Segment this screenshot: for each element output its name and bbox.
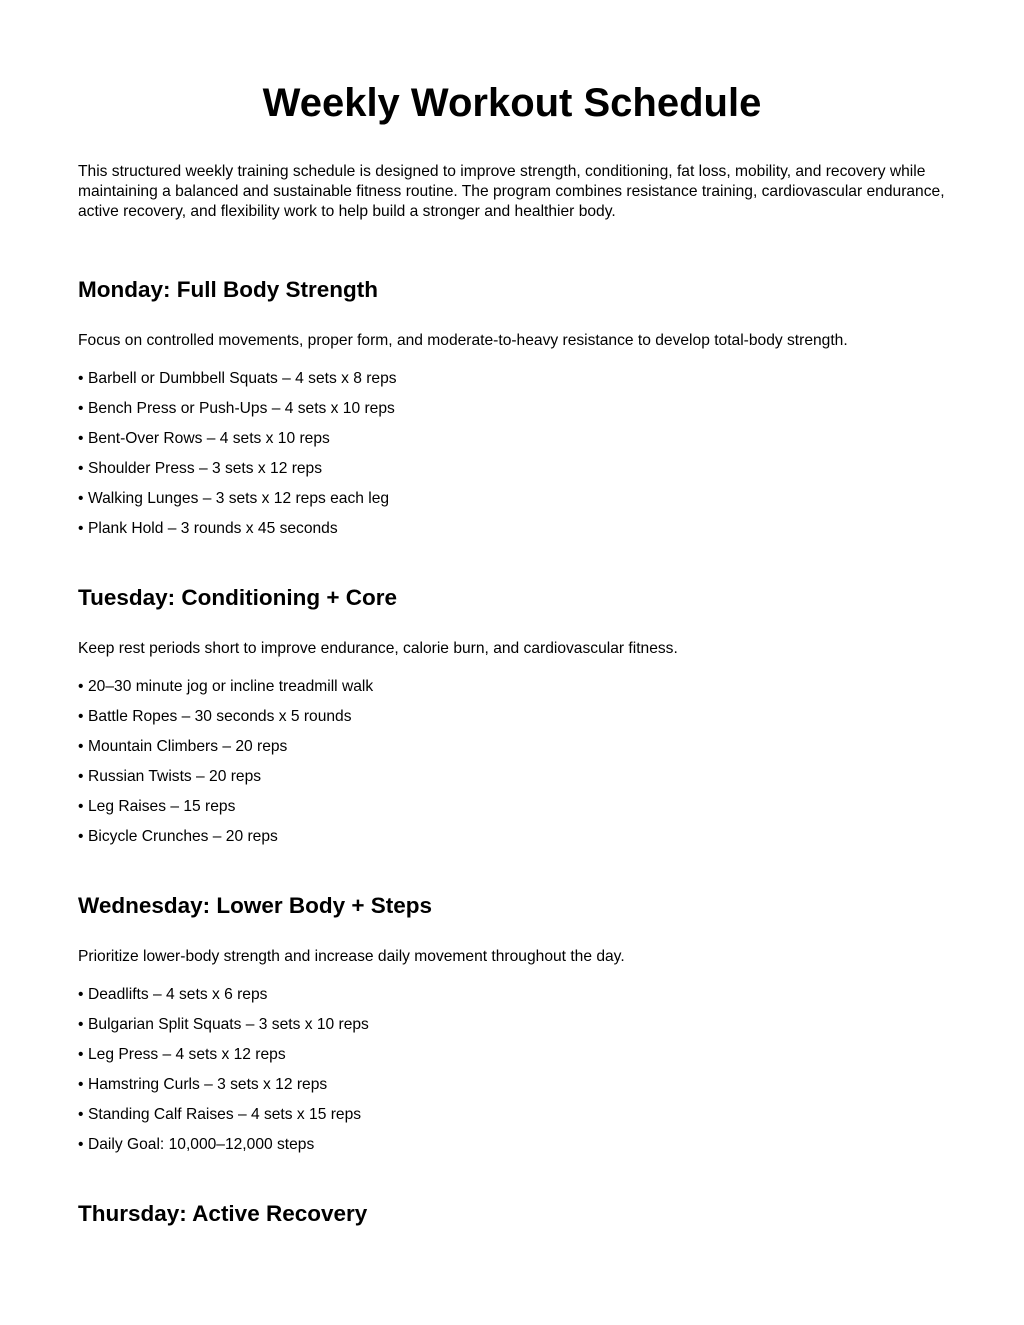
list-item — [78, 369, 397, 399]
list-item-text: Plank Hold – 3 rounds x 45 seconds — [88, 520, 338, 537]
list-item — [78, 429, 397, 459]
bullet: • — [78, 768, 84, 785]
section-heading: Wednesday: Lower Body + Steps — [78, 893, 433, 918]
bullet: • — [78, 798, 84, 815]
list-item-text: Walking Lunges – 3 sets x 12 reps each leg — [88, 490, 390, 507]
section-heading: Tuesday: Conditioning + Core — [78, 585, 397, 610]
list-item-text: Mountain Climbers – 20 reps — [88, 738, 288, 755]
list-item — [78, 519, 397, 549]
bullet: • — [78, 430, 84, 447]
list-item — [78, 489, 397, 519]
bullet: • — [78, 738, 84, 755]
section-wednesday — [78, 892, 958, 1153]
list-item — [78, 737, 373, 767]
intro-paragraph: This structured weekly training schedule is designed to improve strength, conditioning, fat loss, mobility, and recovery while maintaining a balanced and sustainable fitness routine. The program combines resistance training, cardiovascular endurance, active recovery, and flexibility work to help build a stronger and healthier body. — [78, 163, 945, 220]
list-item — [78, 1075, 369, 1105]
page-title: Weekly Workout Schedule — [262, 81, 762, 125]
bullet: • — [78, 1016, 84, 1033]
list-item — [78, 677, 373, 707]
bullet: • — [78, 678, 84, 695]
list-item-text: Standing Calf Raises – 4 sets x 15 reps — [88, 1106, 362, 1123]
list-item — [78, 707, 373, 737]
exercise-list — [78, 369, 397, 549]
list-item — [78, 827, 373, 857]
bullet: • — [78, 1106, 84, 1123]
list-item — [78, 1045, 369, 1075]
list-item-text: Bulgarian Split Squats – 3 sets x 10 reps — [88, 1016, 369, 1033]
exercise-list — [78, 985, 369, 1165]
list-item-text: Hamstring Curls – 3 sets x 12 reps — [88, 1076, 328, 1093]
bullet: • — [78, 1076, 84, 1093]
section-description: Focus on controlled movements, proper form, and moderate-to-heavy resistance to develop total-body strength. — [78, 332, 848, 349]
exercise-list — [78, 677, 373, 857]
list-item — [78, 1135, 369, 1165]
section-monday — [78, 276, 958, 537]
list-item — [78, 1105, 369, 1135]
list-item-text: Shoulder Press – 3 sets x 12 reps — [88, 460, 323, 477]
bullet: • — [78, 1136, 84, 1153]
bullet: • — [78, 520, 84, 537]
list-item-text: Barbell or Dumbbell Squats – 4 sets x 8 reps — [88, 370, 397, 387]
section-thursday — [78, 1200, 958, 1228]
list-item-text: Bench Press or Push-Ups – 4 sets x 10 reps — [88, 400, 395, 417]
bullet: • — [78, 1046, 84, 1063]
list-item-text: Russian Twists – 20 reps — [88, 768, 262, 785]
bullet: • — [78, 828, 84, 845]
bullet: • — [78, 400, 84, 417]
section-heading: Monday: Full Body Strength — [78, 277, 378, 302]
bullet: • — [78, 370, 84, 387]
list-item — [78, 399, 397, 429]
section-description: Keep rest periods short to improve endurance, calorie burn, and cardiovascular fitness. — [78, 640, 678, 657]
list-item — [78, 459, 397, 489]
bullet: • — [78, 490, 84, 507]
list-item-text: 20–30 minute jog or incline treadmill walk — [88, 678, 374, 695]
section-heading: Thursday: Active Recovery — [78, 1201, 368, 1226]
list-item-text: Daily Goal: 10,000–12,000 steps — [88, 1136, 315, 1153]
list-item-text: Deadlifts – 4 sets x 6 reps — [88, 986, 268, 1003]
list-item-text: Battle Ropes – 30 seconds x 5 rounds — [88, 708, 352, 725]
list-item-text: Bicycle Crunches – 20 reps — [88, 828, 278, 845]
list-item — [78, 797, 373, 827]
bullet: • — [78, 986, 84, 1003]
list-item-text: Bent-Over Rows – 4 sets x 10 reps — [88, 430, 330, 447]
section-description: Prioritize lower-body strength and increase daily movement throughout the day. — [78, 948, 625, 965]
list-item — [78, 767, 373, 797]
list-item-text: Leg Press – 4 sets x 12 reps — [88, 1046, 286, 1063]
bullet: • — [78, 708, 84, 725]
list-item — [78, 985, 369, 1015]
list-item — [78, 1015, 369, 1045]
bullet: • — [78, 460, 84, 477]
section-tuesday — [78, 584, 958, 845]
list-item-text: Leg Raises – 15 reps — [88, 798, 236, 815]
